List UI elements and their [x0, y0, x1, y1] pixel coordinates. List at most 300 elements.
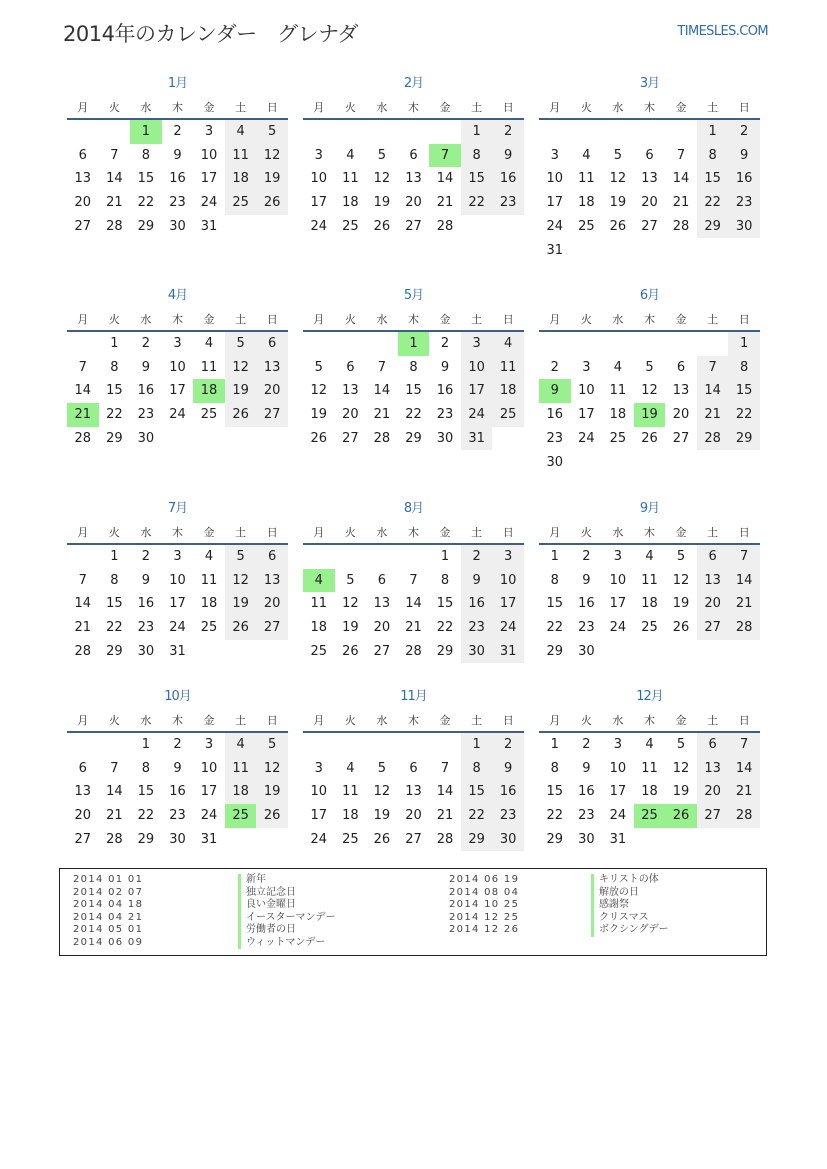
weekday-label: 火 — [580, 714, 592, 727]
day-cell: 8 — [110, 359, 119, 375]
day-cell: 1 — [461, 733, 493, 757]
day-cell: 7 — [409, 572, 418, 588]
day-cell: 28 — [74, 430, 92, 446]
weekday-label: 月 — [77, 526, 89, 539]
day-cell: 5 — [256, 733, 288, 757]
day-cell: 22 — [461, 191, 493, 215]
day-cell: 3 — [550, 147, 559, 163]
day-cell: 17 — [200, 171, 218, 187]
day-cell: 24 — [310, 831, 328, 847]
day-cell: 19 — [609, 195, 627, 211]
weekday-label: 金 — [439, 313, 451, 326]
day-cell: 25 — [641, 620, 658, 636]
day-cell: 28 — [728, 616, 760, 640]
day-cell: 30 — [578, 831, 595, 847]
day-cell: 24 — [200, 195, 218, 211]
weekday-label: 月 — [549, 313, 561, 326]
day-cell: 20 — [697, 592, 729, 616]
day-cell: 21 — [728, 780, 760, 804]
day-cell: 11 — [609, 383, 627, 399]
legend-holiday-name: 感謝祭 — [591, 899, 669, 912]
weekday-label: 火 — [580, 101, 592, 114]
day-cell: 21 — [697, 403, 729, 427]
day-cell: 13 — [641, 171, 658, 187]
weekday-label: 土 — [471, 526, 483, 539]
day-cell: 14 — [106, 784, 123, 800]
weekday-label: 火 — [108, 101, 120, 114]
day-cell: 9 — [582, 760, 591, 776]
day-cell: 29 — [137, 831, 155, 847]
day-cell: 21 — [436, 808, 454, 824]
day-cell: 22 — [728, 403, 760, 427]
weekday-label: 金 — [675, 526, 687, 539]
day-cell: 20 — [342, 407, 359, 423]
legend-holiday-name: 独立記念日 — [238, 887, 336, 900]
day-cell: 16 — [169, 784, 186, 800]
day-cell: 27 — [74, 218, 92, 234]
day-cell: 14 — [106, 171, 123, 187]
legend-holiday-name: ウィットマンデー — [238, 937, 336, 950]
day-cell: 16 — [461, 592, 493, 616]
weekday-label: 火 — [108, 714, 120, 727]
legend-holiday-name: 良い金曜日 — [238, 899, 336, 912]
weekday-label: 火 — [344, 526, 356, 539]
day-cell: 6 — [256, 332, 288, 356]
day-cell: 20 — [672, 407, 690, 423]
day-cell: 5 — [377, 147, 387, 163]
day-cell: 2 — [141, 549, 151, 564]
day-cell: 12 — [256, 144, 288, 168]
day-cell: 3 — [461, 332, 493, 356]
day-cell: 7 — [728, 545, 760, 569]
day-cell: 11 — [342, 784, 359, 800]
day-cell: 20 — [697, 780, 729, 804]
day-cell: 21 — [373, 407, 391, 423]
day-cell: 8 — [697, 144, 729, 168]
day-cell: 2 — [492, 120, 524, 144]
day-cell: 17 — [310, 195, 328, 211]
day-cell: 26 — [342, 643, 359, 659]
weekday-label: 水 — [140, 526, 152, 539]
day-cell: 4 — [225, 120, 257, 144]
legend-names-left — [238, 874, 336, 949]
weekday-label: 木 — [407, 313, 419, 326]
holiday-day-cell: 9 — [539, 379, 571, 403]
weekday-label: 水 — [376, 101, 388, 114]
weekday-label: 月 — [549, 101, 561, 114]
holiday-day-cell: 18 — [193, 379, 225, 403]
day-cell: 4 — [225, 733, 257, 757]
weekday-label: 日 — [738, 313, 750, 326]
day-cell: 19 — [342, 620, 359, 636]
day-cell: 21 — [728, 592, 760, 616]
day-cell: 20 — [256, 592, 288, 616]
day-cell: 3 — [204, 124, 214, 139]
day-cell: 9 — [492, 144, 524, 168]
day-cell: 17 — [310, 808, 328, 824]
brand-logo[interactable]: TIMESLES.COM — [677, 24, 768, 39]
holiday-day-cell: 4 — [303, 569, 335, 593]
page-title: 2014年のカレンダー グレナダ — [63, 22, 359, 46]
weekday-label: 土 — [235, 714, 247, 727]
day-cell: 12 — [373, 784, 391, 800]
day-cell: 4 — [492, 332, 524, 356]
day-cell: 3 — [314, 760, 323, 776]
day-cell: 2 — [173, 737, 182, 752]
legend-date: 2014 05 01 — [73, 924, 144, 935]
legend-dates-left — [73, 874, 143, 949]
weekday-label: 木 — [407, 526, 419, 539]
weekday-label: 水 — [376, 313, 388, 326]
day-cell: 22 — [546, 620, 564, 636]
legend-date: 2014 02 07 — [73, 886, 144, 898]
legend-date: 2014 12 25 — [449, 911, 520, 923]
day-cell: 17 — [461, 379, 493, 403]
day-cell: 16 — [728, 167, 760, 191]
day-cell: 1 — [728, 332, 760, 356]
weekday-label: 日 — [502, 526, 514, 539]
day-cell: 23 — [169, 195, 186, 211]
day-cell: 17 — [169, 383, 186, 399]
day-cell: 8 — [550, 572, 559, 588]
month-title: 3月 — [639, 76, 660, 91]
day-cell: 12 — [342, 596, 359, 612]
day-cell: 12 — [672, 572, 690, 588]
weekday-header — [303, 311, 524, 327]
day-cell: 27 — [405, 218, 422, 234]
day-cell: 18 — [342, 195, 359, 211]
day-cell: 30 — [137, 643, 155, 659]
weekday-label: 金 — [439, 526, 451, 539]
day-cell: 14 — [405, 596, 422, 612]
month-title: 12月 — [636, 689, 663, 704]
day-cell: 18 — [641, 596, 658, 612]
day-cell: 29 — [405, 430, 422, 446]
month-calendar — [67, 284, 288, 464]
weekday-label: 木 — [171, 526, 183, 539]
day-cell: 1 — [550, 737, 559, 752]
day-cell: 5 — [225, 545, 257, 569]
day-cell: 18 — [225, 780, 257, 804]
day-cell: 1 — [697, 120, 729, 144]
day-cell: 23 — [137, 407, 155, 423]
day-cell: 24 — [546, 218, 564, 234]
day-cell: 31 — [546, 242, 564, 258]
day-cell: 25 — [225, 191, 257, 215]
day-cell: 11 — [200, 572, 218, 588]
day-cell: 23 — [436, 407, 454, 423]
day-cell: 12 — [225, 569, 257, 593]
day-cell: 16 — [578, 596, 595, 612]
day-cell: 10 — [200, 147, 218, 163]
day-cell: 29 — [461, 828, 493, 852]
weekday-label: 火 — [108, 526, 120, 539]
day-cell: 18 — [200, 596, 218, 612]
day-cell: 17 — [200, 784, 218, 800]
day-cell: 22 — [106, 407, 123, 423]
day-cell: 18 — [225, 167, 257, 191]
day-cell: 21 — [405, 620, 422, 636]
day-cell: 17 — [546, 195, 564, 211]
day-cell: 5 — [645, 359, 654, 375]
day-cell: 15 — [106, 383, 123, 399]
day-cell: 9 — [461, 569, 493, 593]
day-cell: 12 — [672, 760, 690, 776]
day-cell: 23 — [169, 808, 186, 824]
day-cell: 10 — [461, 356, 493, 380]
month-title: 1月 — [167, 76, 188, 91]
day-cell: 11 — [225, 757, 257, 781]
day-cell: 11 — [641, 572, 658, 588]
day-cell: 20 — [405, 808, 422, 824]
legend-date: 2014 06 09 — [73, 936, 144, 948]
day-cell: 14 — [728, 569, 760, 593]
holiday-day-cell: 1 — [398, 332, 430, 356]
legend-holiday-name: イースターマンデー — [238, 912, 336, 925]
holiday-day-cell: 25 — [225, 804, 257, 828]
day-cell: 15 — [546, 596, 564, 612]
day-cell: 25 — [342, 831, 359, 847]
day-cell: 14 — [436, 171, 454, 187]
day-cell: 12 — [609, 171, 627, 187]
day-cell: 27 — [641, 218, 658, 234]
day-cell: 23 — [461, 616, 493, 640]
day-cell: 30 — [169, 218, 186, 234]
day-cell: 15 — [461, 780, 493, 804]
day-cell: 24 — [492, 616, 524, 640]
day-cell: 4 — [346, 760, 355, 776]
legend-date: 2014 06 19 — [449, 874, 520, 885]
day-cell: 29 — [137, 218, 155, 234]
day-cell: 22 — [436, 620, 454, 636]
day-cell: 26 — [672, 620, 690, 636]
day-cell: 1 — [110, 336, 119, 351]
day-cell: 13 — [256, 356, 288, 380]
legend-holiday-name: 労働者の日 — [238, 924, 336, 937]
day-cell: 13 — [256, 569, 288, 593]
legend-date: 2014 12 26 — [449, 924, 520, 935]
weekday-label: 月 — [77, 714, 89, 727]
month-title: 8月 — [403, 501, 424, 516]
day-cell: 20 — [256, 379, 288, 403]
day-cell: 28 — [106, 218, 123, 234]
day-cell: 29 — [546, 643, 564, 659]
weekday-label: 水 — [376, 526, 388, 539]
month-calendar — [67, 685, 288, 865]
day-cell: 12 — [641, 383, 658, 399]
day-cell: 13 — [697, 757, 729, 781]
day-cell: 22 — [546, 808, 564, 824]
weekday-label: 土 — [235, 526, 247, 539]
day-cell: 2 — [728, 120, 760, 144]
day-cell: 18 — [310, 620, 328, 636]
weekday-label: 金 — [203, 101, 215, 114]
holiday-legend — [59, 868, 767, 956]
day-cell: 23 — [137, 620, 155, 636]
weekday-label: 日 — [266, 313, 278, 326]
weekday-label: 土 — [235, 101, 247, 114]
day-cell: 5 — [346, 572, 355, 588]
day-cell: 15 — [405, 383, 422, 399]
day-cell: 7 — [78, 572, 87, 588]
day-cell: 4 — [204, 336, 214, 351]
day-cell: 6 — [676, 359, 686, 375]
day-cell: 20 — [405, 195, 422, 211]
day-cell: 4 — [645, 549, 654, 564]
day-cell: 9 — [141, 572, 151, 588]
day-cell: 17 — [609, 596, 627, 612]
day-cell: 1 — [550, 549, 559, 564]
day-cell: 23 — [492, 804, 524, 828]
weekday-label: 木 — [171, 313, 183, 326]
day-cell: 15 — [106, 596, 123, 612]
day-cell: 29 — [697, 215, 729, 239]
month-calendar — [67, 72, 288, 252]
day-cell: 23 — [578, 808, 595, 824]
day-cell: 27 — [256, 616, 288, 640]
holiday-day-cell: 25 — [634, 804, 666, 828]
weekday-label: 水 — [612, 714, 624, 727]
day-cell: 5 — [676, 737, 686, 752]
day-cell: 15 — [546, 784, 564, 800]
day-cell: 31 — [200, 218, 218, 234]
day-cell: 10 — [546, 171, 564, 187]
weekday-label: 月 — [313, 714, 325, 727]
day-cell: 2 — [582, 737, 591, 752]
weekday-label: 水 — [376, 714, 388, 727]
month-calendar — [67, 497, 288, 677]
weekday-label: 金 — [203, 526, 215, 539]
month-calendar — [539, 72, 760, 258]
month-calendar — [539, 497, 760, 677]
day-cell: 19 — [310, 407, 328, 423]
day-cell: 9 — [728, 144, 760, 168]
weekday-label: 火 — [344, 101, 356, 114]
day-cell: 14 — [697, 379, 729, 403]
weekday-label: 木 — [643, 526, 655, 539]
day-cell: 6 — [256, 545, 288, 569]
weekday-label: 木 — [643, 101, 655, 114]
day-cell: 13 — [342, 383, 359, 399]
day-cell: 29 — [728, 427, 760, 451]
weekday-header — [67, 311, 288, 327]
day-cell: 26 — [256, 804, 288, 828]
day-cell: 6 — [409, 760, 418, 776]
day-cell: 26 — [225, 616, 257, 640]
legend-holiday-name: キリストの体 — [591, 874, 669, 887]
day-cell: 18 — [609, 407, 627, 423]
day-cell: 8 — [141, 147, 151, 163]
weekday-label: 日 — [266, 101, 278, 114]
day-cell: 27 — [405, 831, 422, 847]
day-cell: 10 — [609, 760, 627, 776]
day-cell: 14 — [436, 784, 454, 800]
day-cell: 31 — [609, 831, 627, 847]
day-cell: 18 — [641, 784, 658, 800]
weekday-label: 金 — [203, 714, 215, 727]
day-cell: 25 — [310, 643, 328, 659]
day-cell: 17 — [609, 784, 627, 800]
day-cell: 27 — [672, 430, 690, 446]
day-cell: 3 — [613, 549, 623, 564]
month-title: 11月 — [400, 689, 427, 704]
day-cell: 30 — [169, 831, 186, 847]
day-cell: 24 — [578, 430, 595, 446]
day-cell: 5 — [676, 549, 686, 564]
day-cell: 13 — [373, 596, 391, 612]
holiday-day-cell: 21 — [67, 403, 99, 427]
day-cell: 31 — [200, 831, 218, 847]
day-cell: 16 — [492, 167, 524, 191]
day-cell: 29 — [106, 430, 123, 446]
day-cell: 14 — [74, 383, 92, 399]
weekday-label: 土 — [707, 101, 719, 114]
holiday-day-cell: 1 — [130, 120, 162, 144]
weekday-label: 日 — [266, 526, 278, 539]
weekday-label: 水 — [140, 313, 152, 326]
weekday-label: 月 — [549, 526, 561, 539]
day-cell: 10 — [169, 572, 186, 588]
weekday-label: 水 — [612, 526, 624, 539]
weekday-label: 月 — [313, 526, 325, 539]
holiday-day-cell: 19 — [634, 403, 666, 427]
day-cell: 31 — [461, 427, 493, 451]
day-cell: 24 — [169, 407, 186, 423]
day-cell: 8 — [440, 572, 450, 588]
day-cell: 20 — [641, 195, 658, 211]
day-cell: 4 — [613, 359, 623, 375]
day-cell: 3 — [582, 359, 591, 375]
day-cell: 11 — [342, 171, 359, 187]
weekday-header — [67, 99, 288, 115]
day-cell: 4 — [204, 549, 214, 564]
day-cell: 17 — [169, 596, 186, 612]
day-cell: 3 — [613, 737, 623, 752]
day-cell: 12 — [256, 757, 288, 781]
weekday-label: 月 — [549, 714, 561, 727]
month-calendar — [539, 685, 760, 865]
day-cell: 28 — [697, 427, 729, 451]
day-cell: 10 — [310, 784, 328, 800]
weekday-label: 木 — [407, 714, 419, 727]
weekday-label: 月 — [313, 313, 325, 326]
day-cell: 27 — [342, 430, 359, 446]
day-cell: 5 — [256, 120, 288, 144]
legend-names-right — [591, 874, 669, 937]
holiday-day-cell: 26 — [665, 804, 697, 828]
weekday-label: 金 — [675, 101, 687, 114]
day-cell: 13 — [74, 784, 92, 800]
day-cell: 11 — [492, 356, 524, 380]
weekday-label: 木 — [407, 101, 419, 114]
legend-dates-right — [449, 874, 519, 937]
weekday-label: 土 — [471, 313, 483, 326]
day-cell: 25 — [342, 218, 359, 234]
day-cell: 8 — [141, 760, 151, 776]
day-cell: 21 — [74, 620, 92, 636]
day-cell: 14 — [74, 596, 92, 612]
day-cell: 15 — [436, 596, 454, 612]
day-cell: 6 — [697, 545, 729, 569]
weekday-label: 日 — [502, 313, 514, 326]
day-cell: 22 — [697, 191, 729, 215]
weekday-header — [67, 712, 288, 728]
day-cell: 2 — [492, 733, 524, 757]
day-cell: 7 — [110, 760, 119, 776]
day-cell: 16 — [492, 780, 524, 804]
day-cell: 3 — [173, 336, 182, 351]
day-cell: 17 — [578, 407, 595, 423]
